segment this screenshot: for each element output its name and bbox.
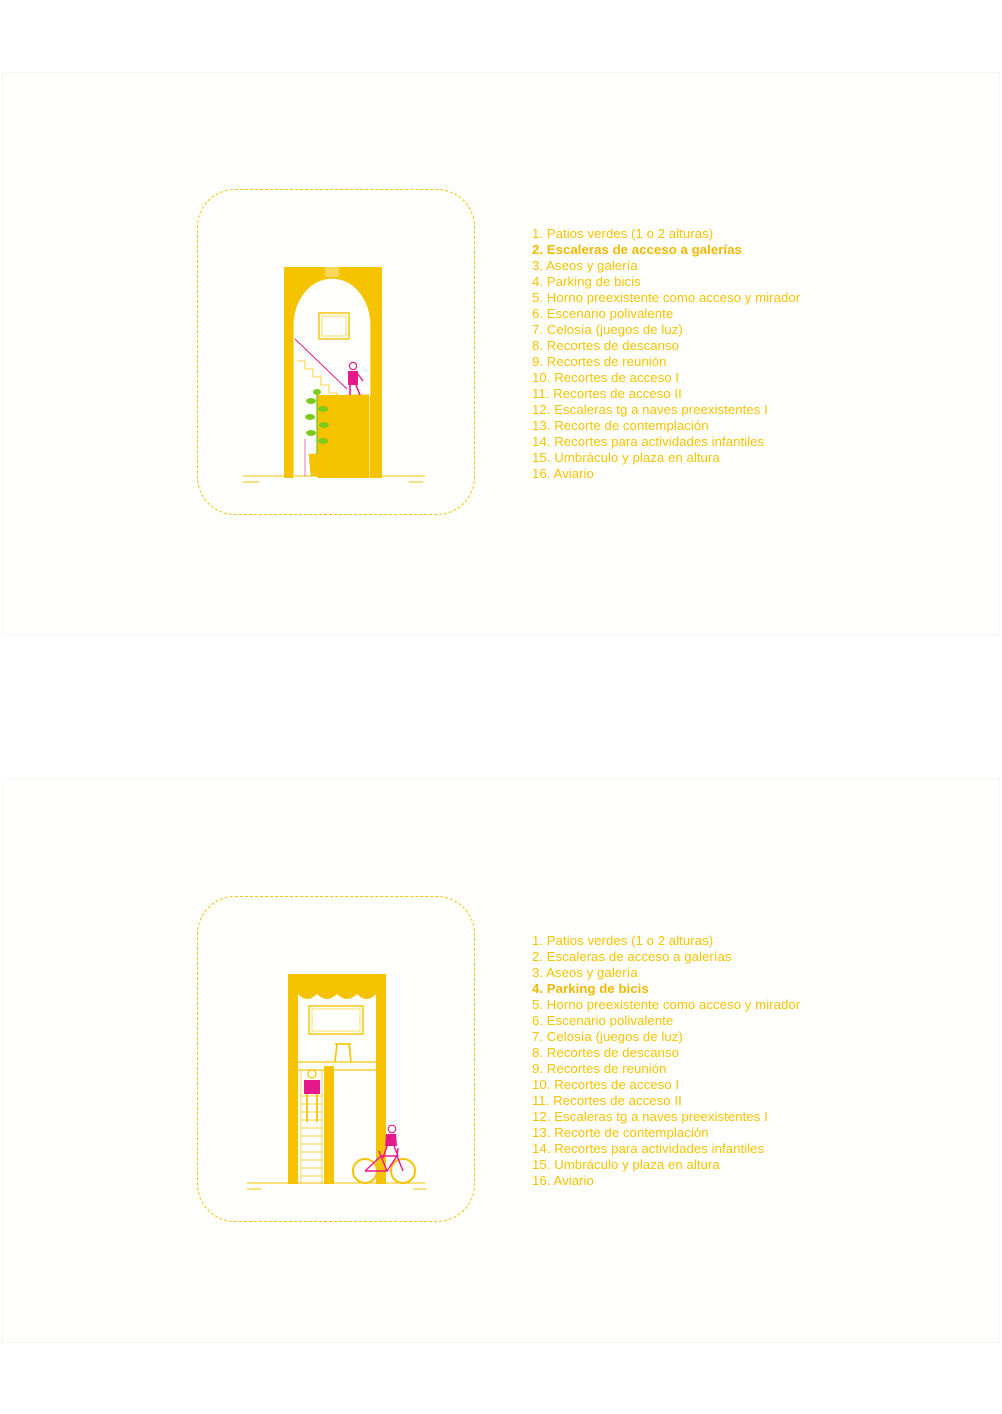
legend-item: 10. Recortes de acceso I <box>532 370 680 385</box>
legend-item: 5. Horno preexistente como acceso y mirador <box>532 997 801 1012</box>
keystone <box>325 267 339 277</box>
legend-item: 9. Recortes de reunión <box>532 1061 667 1076</box>
window-inner <box>322 316 346 336</box>
legend-item: 11. Recortes de acceso II <box>532 386 682 401</box>
legend-item: 3. Aseos y galería <box>532 965 638 980</box>
legend-item: 11. Recortes de acceso II <box>532 1093 682 1108</box>
legend-item: 1. Patios verdes (1 o 2 alturas) <box>532 933 714 948</box>
legend-item: 7. Celosía (juegos de luz) <box>532 1029 683 1044</box>
legend-item: 13. Recorte de contemplación <box>532 418 709 433</box>
arch-wall <box>284 267 382 478</box>
person-sitting <box>348 362 363 395</box>
legend-item-active: 2. Escaleras de acceso a galerías <box>532 242 742 257</box>
legend-item: 6. Escenario polivalente <box>532 306 674 321</box>
section-drawing-stairs <box>197 189 477 519</box>
legend-item: 16. Aviario <box>532 466 594 481</box>
legend-item: 9. Recortes de reunión <box>532 354 667 369</box>
legend-list <box>532 226 800 482</box>
legend-item: 14. Recortes para actividades infantiles <box>532 434 765 449</box>
legend-item: 1. Patios verdes (1 o 2 alturas) <box>532 226 714 241</box>
legend-item: 15. Umbráculo y plaza en altura <box>532 1157 720 1172</box>
legend-item: 8. Recortes de descanso <box>532 338 680 353</box>
legend-item: 12. Escaleras tg a naves preexistentes I <box>532 402 768 417</box>
stool <box>335 1044 351 1062</box>
window-inner <box>312 1009 360 1031</box>
legend-item: 5. Horno preexistente como acceso y mirador <box>532 290 801 305</box>
legend-item: 7. Celosía (juegos de luz) <box>532 322 683 337</box>
legend-item: 12. Escaleras tg a naves preexistentes I <box>532 1109 768 1124</box>
legend-item: 13. Recorte de contemplación <box>532 1125 709 1140</box>
scalloped-valance <box>298 984 376 999</box>
legend-item-active: 4. Parking de bicis <box>532 981 649 996</box>
window-frame <box>309 1006 363 1034</box>
legend-item: 15. Umbráculo y plaza en altura <box>532 450 720 465</box>
legend-item: 6. Escenario polivalente <box>532 1013 674 1028</box>
legend-item: 10. Recortes de acceso I <box>532 1077 680 1092</box>
legend-item: 4. Parking de bicis <box>532 274 641 289</box>
legend-item: 8. Recortes de descanso <box>532 1045 680 1060</box>
legend-item: 16. Aviario <box>532 1173 594 1188</box>
sheet-panel-2 <box>2 779 1000 1343</box>
legend-item: 3. Aseos y galería <box>532 258 638 273</box>
legend-item: 2. Escaleras de acceso a galerías <box>532 949 732 964</box>
sheet-panel-1 <box>2 72 1000 636</box>
window-frame <box>319 313 349 339</box>
legend-list <box>532 933 800 1189</box>
section-drawing-bikes <box>197 896 477 1226</box>
mezzanine-slab <box>295 1062 379 1070</box>
legend-item: 14. Recortes para actividades infantiles <box>532 1141 765 1156</box>
